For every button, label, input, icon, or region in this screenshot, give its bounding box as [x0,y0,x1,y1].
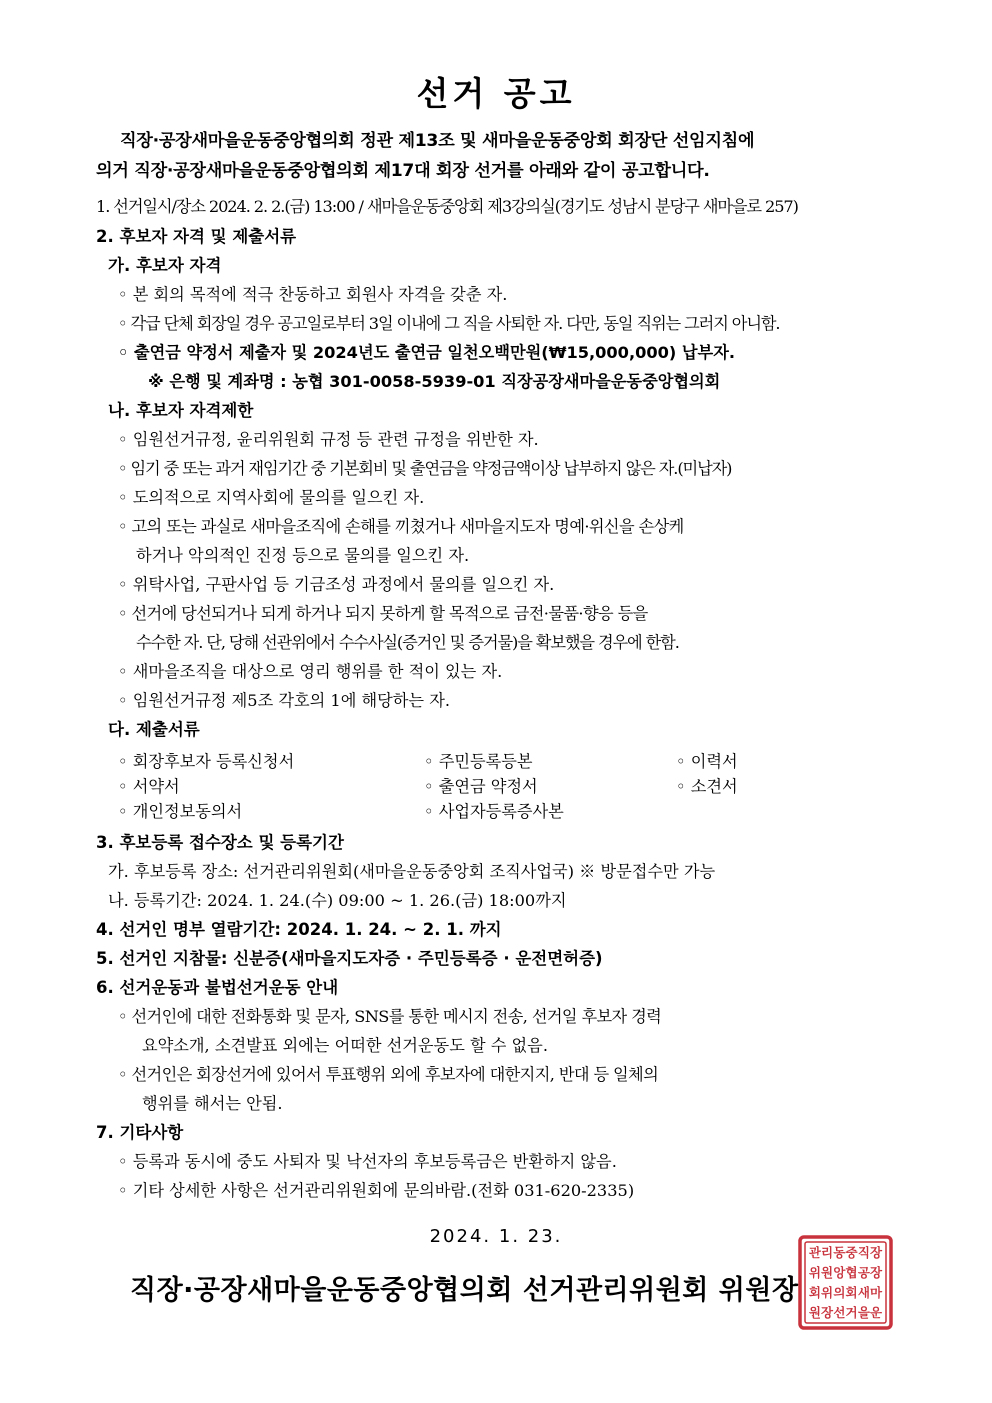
notice-date: 2024. 1. 23. [429,1226,563,1247]
document-item: ◦ 회장후보자 등록신청서 [118,752,295,771]
list-item: ◦ 선거인에 대한 전화통화 및 문자, SNS를 통한 메시지 전송, 선거일 후보자 경력 [118,1007,662,1026]
list-item: ◦ 임기 중 또는 과거 재임기간 중 기본회비 및 출연금을 약정금액이상 납부하지 않은 자.(미납자) [118,459,732,478]
issuer-signature: 직장·공장새마을운동중앙협의회 선거관리위원회 위원장 [130,1275,799,1306]
section-3-heading: 3. 후보등록 접수장소 및 등록기간 [96,833,344,852]
seal-character: 공장 [857,1265,883,1280]
section-2-heading: 2. 후보자 자격 및 제출서류 [96,227,297,246]
seal-character: 새마 [857,1285,883,1300]
list-item: ◦ 임원선거규정, 윤리위원회 규정 등 관련 규정을 위반한 자. [118,430,539,449]
document-item: ◦ 주민등록등본 [424,752,533,771]
list-item: ◦ 각급 단체 회장일 경우 공고일로부터 3일 이내에 그 직을 사퇴한 자. 다만, 동일 직위는 그러지 아니함. [118,314,780,333]
page-title: 선거 공고 [416,74,576,113]
official-seal-icon [797,1234,894,1331]
list-item: ◦ 본 회의 목적에 적극 찬동하고 회원사 자격을 갖춘 자. [118,285,508,304]
seal-character: 의회 [833,1285,858,1300]
intro-line-1: 직장·공장새마을운동중앙협의회 정관 제13조 및 새마을운동중앙회 회장단 선임지침에 [120,131,755,151]
list-item: ◦ 등록과 동시에 중도 사퇴자 및 낙선자의 후보등록금은 반환하지 않음. [118,1152,617,1171]
document-item: ◦ 이력서 [676,752,738,771]
section-2-na-heading: 나. 후보자 자격제한 [108,401,254,420]
document-item: ◦ 사업자등록증사본 [424,802,564,821]
document-item: ◦ 서약서 [118,777,180,796]
section-3-place: 가. 후보등록 장소: 선거관리위원회(새마을운동중앙회 조직사업국) ※ 방문접수만 가능 [108,862,716,881]
list-item: ◦ 선거에 당선되거나 되게 하거나 되지 못하게 할 목적으로 금전·물품·향응 등을 [118,604,648,623]
list-item: ◦ 위탁사업, 구판사업 등 기금조성 과정에서 물의를 일으킨 자. [118,575,555,594]
section-3-period: 나. 등록기간: 2024. 1. 24.(수) 09:00 ~ 1. 26.(금) 18:00까지 [108,891,567,910]
section-7-heading: 7. 기타사항 [96,1123,184,1142]
seal-character: 선거 [833,1305,858,1320]
seal-character: 앙협 [833,1265,858,1280]
seal-character: 동중 [833,1245,858,1260]
list-item: ◦ 임원선거규정 제5조 각호의 1에 해당하는 자. [118,691,450,710]
list-item-continued: 요약소개, 소견발표 외에는 어떠한 선거운동도 할 수 없음. [142,1036,548,1055]
list-item: ◦ 선거인은 회장선거에 있어서 투표행위 외에 후보자에 대한지지, 반대 등 일체의 [118,1065,659,1084]
seal-character: 원장 [808,1305,834,1320]
seal-character: 을운 [857,1305,883,1320]
intro-paragraph [96,126,906,186]
section-2-ga-heading: 가. 후보자 자격 [108,256,222,275]
intro-line-2: 의거 직장·공장새마을운동중앙협의회 제17대 회장 선거를 아래와 같이 공고합니다. [96,161,710,181]
section-6-heading: 6. 선거운동과 불법선거운동 안내 [96,978,339,997]
list-item-continued: 수수한 자. 단, 당해 선관위에서 수수사실(증거인 및 증거물)을 확보했을 경우에 한함. [136,633,679,652]
section-2-da-heading: 다. 제출서류 [108,720,200,739]
list-item: ◦ 고의 또는 과실로 새마을조직에 손해를 끼쳤거나 새마을지도자 명예·위신을 손상케 [118,517,684,536]
list-item: ◦ 새마을조직을 대상으로 영리 행위를 한 적이 있는 자. [118,662,503,681]
document-item: ◦ 소견서 [676,777,738,796]
list-item-continued: 하거나 악의적인 진정 등으로 물의를 일으킨 자. [136,546,470,565]
list-item-continued: 행위를 해서는 안됨. [142,1094,283,1113]
document-item: ◦ 개인정보동의서 [118,802,243,821]
seal-character: 회위 [808,1285,834,1300]
seal-character: 위원 [808,1265,834,1280]
section-4-voter-list: 4. 선거인 명부 열람기간: 2024. 1. 24. ~ 2. 1. 까지 [96,920,502,939]
list-item: ◦ 출연금 약정서 제출자 및 2024년도 출연금 일천오백만원(₩15,000,000) 납부자. [118,343,735,362]
section-1-schedule: 1. 선거일시/장소 2024. 2. 2.(금) 13:00 / 새마을운동중앙회 제3강의실(경기도 성남시 분당구 새마을로 257) [96,197,798,216]
bank-account-note: ※ 은행 및 계좌명 : 농협 301-0058-5939-01 직장공장새마을운동중앙협의회 [148,372,721,391]
seal-character: 관리 [808,1245,834,1260]
document-item: ◦ 출연금 약정서 [424,777,538,796]
list-item: ◦ 기타 상세한 사항은 선거관리위원회에 문의바람.(전화 031-620-2335) [118,1181,635,1200]
seal-character: 직장 [857,1245,883,1260]
section-5-items-to-bring: 5. 선거인 지참물: 신분증(새마을지도자증 · 주민등록증 · 운전면허증) [96,949,603,968]
list-item: ◦ 도의적으로 지역사회에 물의를 일으킨 자. [118,488,425,507]
